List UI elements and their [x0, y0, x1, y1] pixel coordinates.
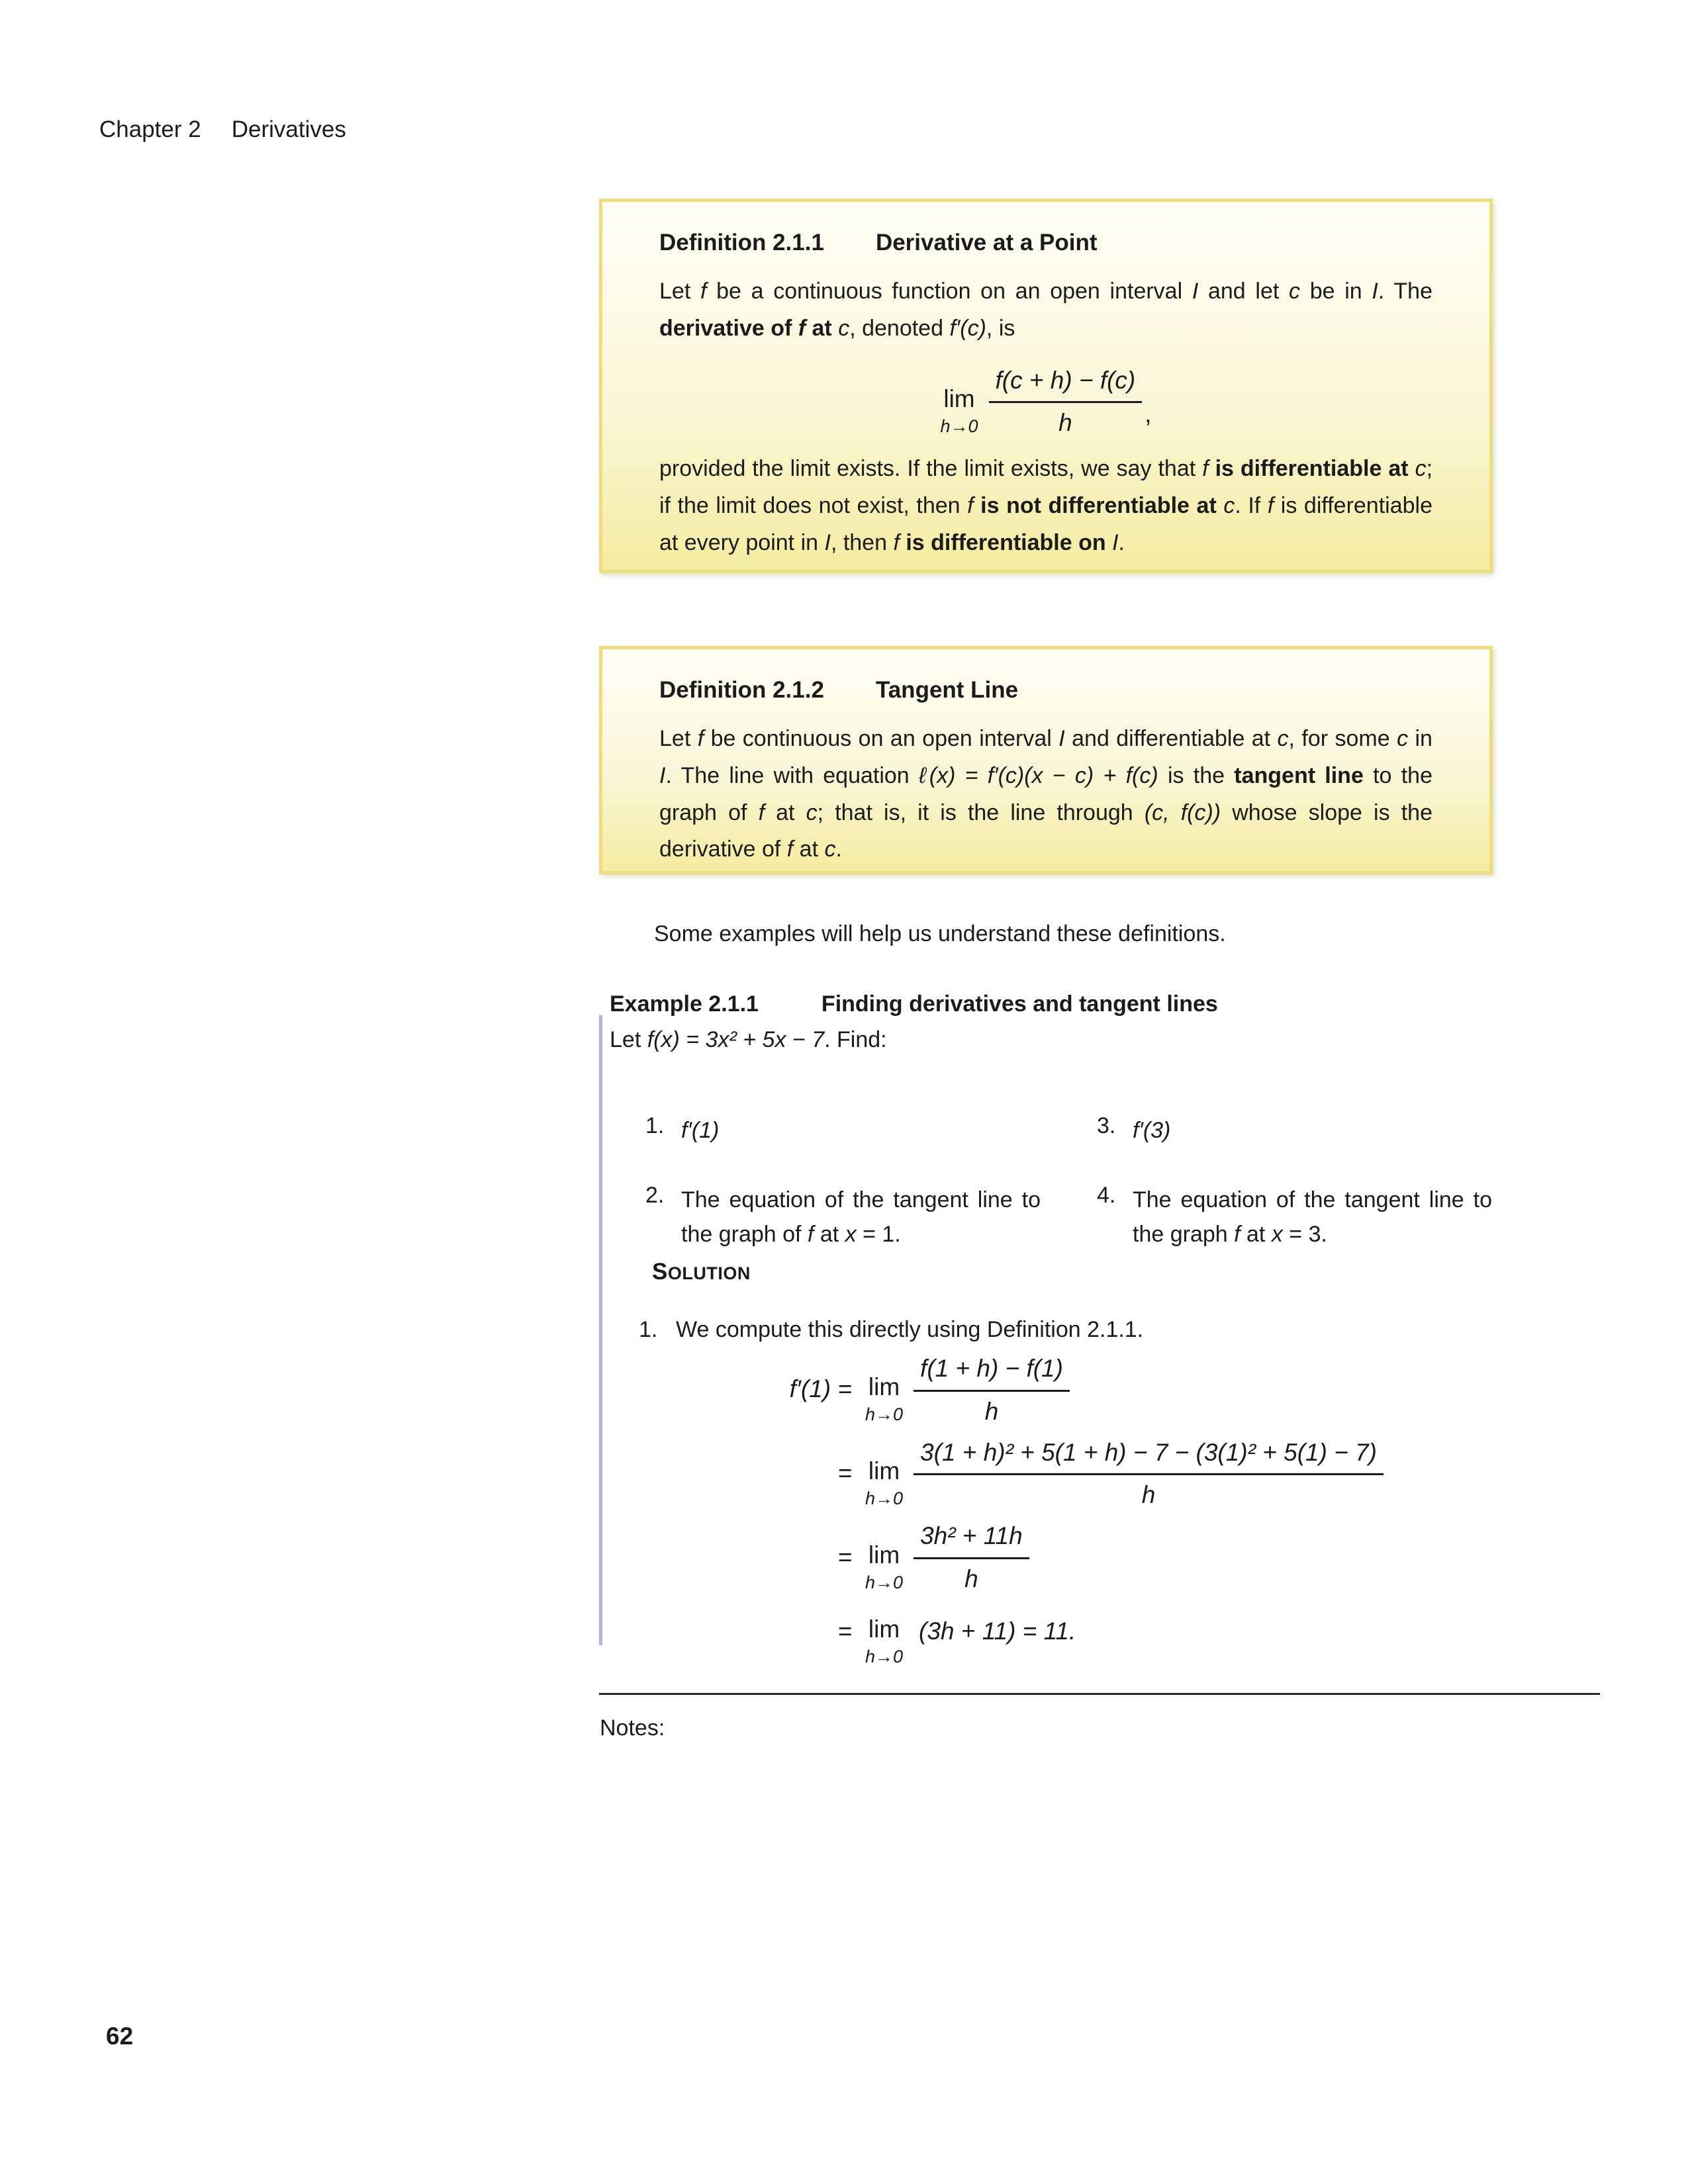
fraction-numerator: 3h² + 11h: [920, 1522, 1023, 1550]
step-text: We compute this directly using Definition 2.1.1.: [676, 1317, 1144, 1342]
item-number: 3.: [1097, 1113, 1116, 1138]
equation-lhs: =: [837, 1459, 852, 1487]
fraction-denominator: h: [989, 401, 1143, 435]
solution-step-1: [639, 1317, 1143, 1343]
fraction: [914, 1523, 1029, 1591]
derivation-line-2: [712, 1439, 1383, 1508]
limit-word: lim: [868, 1373, 900, 1401]
examples-intro-sentence: Some examples will help us understand these definitions.: [654, 921, 1226, 946]
definition2-body: Let f be continuous on an open interval I and differentiable at c, for some c in I. The line with equation ℓ(x) = f′(c)(x − c) + f(c) is the tangent line to the graph of f at c; that is, it is the line through (c, f(c)) whose slope is the derivative of f at c.: [659, 726, 1432, 862]
example-title: Finding derivatives and tangent lines: [821, 991, 1218, 1017]
item-body: f′(3): [1133, 1118, 1171, 1143]
equation-result: (3h + 11) = 11.: [919, 1617, 1076, 1645]
page-number: 62: [106, 2023, 134, 2050]
equation-lhs: =: [837, 1543, 852, 1570]
solution-label: SOLUTION: [652, 1259, 751, 1285]
item-body: The equation of the tangent line to the graph f at x = 3.: [1133, 1187, 1492, 1248]
fraction-denominator: h: [914, 1390, 1070, 1424]
difference-quotient-fraction: [989, 367, 1143, 435]
chapter-header: [99, 116, 346, 143]
limit-operator: [865, 1543, 903, 1592]
example-item-list: [645, 1113, 1492, 1252]
fraction-denominator: h: [914, 1557, 1029, 1591]
definition1-heading: [659, 230, 1432, 256]
notes-divider: [599, 1693, 1600, 1695]
chapter-number: Chapter 2: [99, 116, 201, 142]
fraction: [914, 1355, 1070, 1424]
example-label: Example 2.1.1: [610, 991, 759, 1017]
list-item: [1097, 1183, 1492, 1252]
fraction-numerator: f(1 + h) − f(1): [920, 1355, 1063, 1382]
definition1-body-1: Let f be a continuous function on an open interval I and let c be in I. The derivative of f at c, denoted f′(c), is: [659, 279, 1432, 341]
list-item: [1097, 1113, 1492, 1148]
limit-word: lim: [943, 385, 975, 412]
limit-operator: [865, 1375, 903, 1424]
limit-subscript: h→0: [865, 1488, 904, 1509]
limit-subscript: h→0: [865, 1647, 904, 1667]
limit-subscript: h→0: [940, 416, 978, 436]
item-number: 4.: [1097, 1182, 1116, 1208]
derivation-line-4: [712, 1607, 1383, 1667]
definition2-title: Tangent Line: [875, 677, 1019, 703]
notes-label: Notes:: [600, 1715, 665, 1741]
definition1-title: Derivative at a Point: [875, 230, 1098, 255]
definition-box-derivative-at-a-point: [599, 199, 1493, 573]
fraction-numerator: f(c + h) − f(c): [995, 366, 1136, 394]
fraction: [914, 1439, 1383, 1508]
equation-lhs: f′(1) =: [789, 1375, 852, 1403]
derivation-line-3: [712, 1523, 1383, 1591]
equation-lhs: =: [837, 1617, 852, 1645]
item-number: 2.: [645, 1182, 665, 1208]
definition-box-tangent-line: [599, 646, 1493, 874]
definition1-body-2: provided the limit exists. If the limit exists, we say that f is differentiable at c; if the limit does not exist, then f is not differentiable at c. If f is differentiable at every point in I, then f is differentiable on I.: [659, 456, 1433, 555]
definition2-label: Definition 2.1.2: [659, 677, 824, 703]
example-accent-bar: [599, 1015, 602, 1645]
limit-operator: [865, 1617, 903, 1666]
list-item: [645, 1113, 1041, 1148]
derivation-line-1: [712, 1355, 1383, 1424]
list-item: [645, 1183, 1041, 1252]
item-body: f′(1): [681, 1118, 720, 1143]
limit-word: lim: [868, 1541, 900, 1569]
limit-subscript: h→0: [865, 1572, 904, 1592]
example-intro: Let f(x) = 3x² + 5x − 7. Find:: [610, 1027, 887, 1052]
definition1-label: Definition 2.1.1: [659, 230, 824, 255]
limit-subscript: h→0: [865, 1404, 904, 1425]
definition2-heading: [659, 677, 1432, 704]
formula-comma: ,: [1145, 400, 1152, 428]
limit-word: lim: [868, 1615, 900, 1643]
limit-operator: [940, 387, 978, 435]
fraction-denominator: h: [914, 1473, 1383, 1507]
example-heading: [610, 991, 1218, 1017]
limit-operator: [865, 1459, 903, 1508]
fraction-numerator: 3(1 + h)² + 5(1 + h) − 7 − (3(1)² + 5(1) − 7): [920, 1438, 1378, 1466]
derivation-block: [712, 1355, 1383, 1667]
chapter-title: Derivatives: [231, 116, 346, 142]
item-body: The equation of the tangent line to the graph of f at x = 1.: [681, 1187, 1041, 1248]
step-number: 1.: [639, 1317, 658, 1342]
derivative-limit-formula: [659, 367, 1432, 435]
item-number: 1.: [645, 1113, 665, 1138]
limit-word: lim: [868, 1457, 900, 1485]
